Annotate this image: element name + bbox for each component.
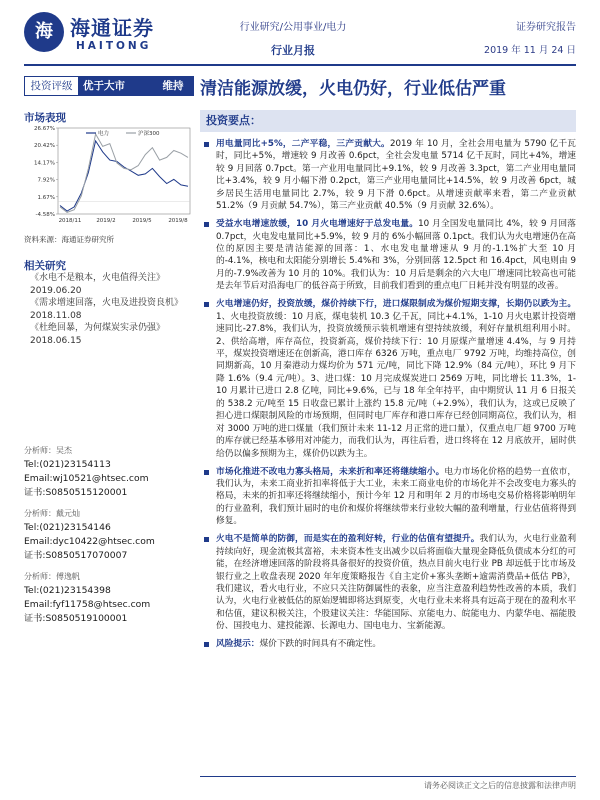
analyst-card (24, 507, 194, 563)
market-performance-chart (24, 124, 194, 226)
x-tick-label: 2019/8 (168, 218, 188, 224)
x-tick-label: 2019/5 (132, 218, 152, 224)
point-text: 煤价下跌的时间具有不确定性。 (259, 639, 382, 650)
market-performance-title: 市场表现 (24, 112, 66, 124)
analyst-cert: 证书:S0850519100001 (24, 613, 128, 624)
chart-source: 资料来源：海通证券研究所 (24, 235, 114, 244)
point-text: 我们认为，火电行业盈利持续向好，现金流极其富裕，未来资本性支出减少以后将面临大量现金降低负债成本分红的可能，在经济增速回落的阶段将具备很好的投资价值，热点目前火电行业 PB 却远低于比市场及银行业之上收盘表现 2020 年年度策略报告《自主定价+寡头垄断+逾需消费品+低估 PB》，我们建议，看火电行业，不应只关注防御属性的表象，应当注意盈利趋势性改善的本质，我们认为，火电行业被低估的原始逻辑即将达到原变，火电行业未来将具有远高于现在的盈利水平和估值，建议积极关注，个股建议关注：华能国际、京能电力、皖能电力、内蒙华电、福能股份、国投电力、建投能源、长源电力、国电电力、宝新能源。 (216, 534, 577, 632)
series-line-沪深300 (60, 134, 188, 212)
analyst-email[interactable]: Email:wj10521@htsec.com (24, 473, 149, 484)
analyst-tel: Tel:(021)23154398 (24, 585, 111, 596)
bullet-icon (204, 142, 209, 147)
chart-frame (58, 128, 190, 214)
analyst-email[interactable]: Email:dyc10422@htsec.com (24, 536, 155, 547)
investment-rating (24, 76, 194, 96)
footer-divider (200, 776, 576, 777)
y-tick-label: 7.92% (37, 177, 55, 184)
key-point (202, 218, 576, 293)
key-point (202, 298, 576, 460)
key-point (202, 638, 576, 650)
point-lead: 火电增速仍好，投资放缓，煤价持续下行，进口煤限制成为煤价短期支撑，长期仍以跌为主。 (216, 299, 576, 310)
analyst-cert: 证书:S0850515120001 (24, 487, 128, 498)
list-item[interactable] (30, 272, 200, 297)
x-tick-label: 2018/11 (58, 218, 82, 224)
point-lead: 市场化推进不改电力寡头格局，未来折和率还将继续缩小。 (216, 466, 445, 477)
rating-status: 维持 (153, 77, 193, 95)
report-date: 2019 年 11 月 24 日 (484, 45, 576, 56)
analyst-contacts (24, 444, 194, 633)
key-points (202, 138, 576, 656)
rating-label: 投资评级 (25, 77, 79, 95)
analyst-name: 分析师：戴元灿 (24, 509, 80, 518)
rating-value: 优于大市 (79, 77, 153, 95)
report-sector: 行业研究/公用事业/电力 (239, 22, 347, 33)
point-lead: 风险提示： (216, 639, 260, 650)
legend-label: 电力 (98, 131, 110, 137)
y-tick-label: -4.58% (35, 212, 55, 218)
logo-english-name: HAITONG (76, 40, 152, 52)
list-item[interactable] (30, 297, 200, 322)
point-text: 10 月全国发电量同比 4%，较 9 月回落 0.7pct，火电发电量同比+5.9%，较 9 月的 6%小幅回落 0.1pct。我们认为火电增速仍在高位的原因主要是清洁能源的回落：1、水电发电量增速从 9 月的-1.1%扩大至 10 月的-4.1%，核电和太阳能分别增长 5.4%和 3%，分别回落 12.5pct 和 16.4pct，风电则由 9 月的-7.9%改善为 10 月的 10%。我们认为：10 月后是剩余的六大电厂增速同比较高也可能是去年节后对沿海电厂的低谷高于所致，目前我们看到的重点电厂日耗并没有明显的改善。 (216, 219, 576, 292)
bullet-icon (204, 302, 209, 307)
y-tick-label: 20.42% (34, 143, 55, 150)
related-research-title: 相关研究 (24, 260, 66, 272)
point-lead: 受益水电增速放缓，10 月火电增速好于总发电量。 (216, 219, 419, 230)
report-header (0, 0, 600, 66)
bullet-icon (204, 642, 209, 647)
bullet-icon (204, 222, 209, 227)
key-point (202, 138, 576, 213)
related-date: 2019.06.20 (30, 285, 82, 296)
point-text: 2019 年 10 月，全社会用电量为 5790 亿千瓦时，同比+5%，增速较 9 月改善 0.6pct，全社会发电量 5714 亿千瓦时，同比+4%，增速较 9 月回落 0.7pct。第一产业用电量同比+9.1%，较 9 月改善 3.3pct，第二产业用电量同比+3.4%，较 9 月小幅下滑 0.2pct，第三产业用电量同比+14.5%，较 9 月改善 6pct，城乡居民生活用电量同比 2.7%，较 9 月下滑 0.6pct。从增速贡献率来看，第二产业贡献 51.2%（9 月贡献 54.7%），第三产业贡献 40.5%（9 月贡献 32.6%）。 (216, 139, 576, 212)
analyst-name: 分析师：吴杰 (24, 446, 72, 455)
related-title[interactable]: 《水电不是粮本，火电值得关注》 (30, 273, 166, 283)
point-lead: 用电量同比+5%，二产平稳，三产贡献大。 (216, 139, 390, 149)
analyst-tel: Tel:(021)23154113 (24, 459, 111, 470)
list-item[interactable] (30, 322, 200, 347)
related-date: 2018.11.08 (30, 310, 82, 321)
report-type: 行业月报 (271, 44, 315, 57)
bullet-icon (204, 537, 209, 542)
y-tick-label: 26.67% (34, 126, 55, 132)
x-tick-label: 2019/2 (96, 218, 116, 224)
header-right (484, 18, 576, 56)
y-tick-label: 1.67% (37, 194, 55, 201)
haitong-logo (24, 10, 164, 58)
related-date: 2018.06.15 (30, 335, 82, 346)
analyst-tel: Tel:(021)23154146 (24, 522, 111, 533)
analyst-email[interactable]: Email:fyf11758@htsec.com (24, 599, 151, 610)
point-lead: 火电不是简单的防御，而是实在的盈利好转，行业的估值有望提升。 (216, 534, 480, 545)
logo-chinese-name: 海通证券 (70, 16, 154, 40)
logo-mark-icon: 海 (24, 12, 64, 52)
related-research-list (30, 272, 200, 348)
key-points-header: 投资要点： (200, 110, 576, 132)
related-title[interactable]: 《需求增速回落，火电及进投资良机》 (30, 298, 184, 309)
key-point (202, 533, 576, 633)
related-title[interactable]: 《杜绝回暴，为何煤炭实录仍强》 (30, 323, 166, 334)
analyst-card (24, 570, 194, 626)
legend-label: 沪深300 (138, 131, 160, 137)
point-text: 电力市场化价格的趋势一直依市，我们认为，未来工商业折扣率将低于大工业，未来工商业电价的市场化并不会改变电力寡头的格局，未来的折扣率还将继续缩小，预计今年 12 月和明年 2 月的市场电交易价格将影响明年的行业盈利，我们预计届时的电价和煤价将继续带来行业较大幅的盈利增量，行业估值将得到修复。 (216, 466, 577, 527)
analyst-card (24, 444, 194, 500)
disclaimer-footer: 请务必阅读正文之后的信息披露和法律声明 (424, 781, 576, 790)
point-text: 1、火电投资放缓：10 月底，煤电装机 10.3 亿千瓦，同比+4.1%，1-10 月火电累计投资增速同比-27.8%，我们认为，投资放缓预示装机增速有望持续放缓，利好存量机组利用小时。2、供给高增，库存高位，投资新高，煤价持续下行：10 月原煤产量增速 4.4%，与 9 月持平，煤炭投资增速还在创新高，港口库存 6326 万吨，重点电厂 9792 万吨，均维持高位，创同期新高，10 月秦港动力煤均价为 571 元/吨，同比下降 12.9%（84 元/吨），环比 9 月下降 1.6%（9.4 元/吨）。3、进口煤：10 月完成煤炭进口 2569 万吨，同比增长 11.3%，1-10 月累计已进口 2.8 亿吨，同比+9.6%，已与 18 年全年持平，由中期贸认 11 月 6 日报关的 538.2 元/吨至 15 日收盘已累计上涨约 15.8 元/吨（+2.9%），我们认为，这或已反映了担心进口煤限制风险的市场预期，但同时电厂库存和港口库存已经创同期高位，我们认为，相对 3000 万吨的进口煤量（我们预计未来 11-12 月正常的进口量），仅重点电厂超 9700 万吨的库存就已经基本够用对冲能力，而我们认为，再往后看，进口终将在 12 月底放开，届时供给仍以偏多预期为主，煤价仍以跌为主。 (216, 311, 576, 459)
header-divider (24, 64, 576, 66)
key-point (202, 466, 576, 528)
header-center (218, 18, 368, 58)
report-title: 清洁能源放缓，火电仍好，行业低估严重 (200, 79, 506, 99)
bullet-icon (204, 470, 209, 475)
analyst-cert: 证书:S0850517070007 (24, 550, 128, 561)
report-label: 证券研究报告 (516, 22, 576, 33)
analyst-name: 分析师：傅逸帆 (24, 572, 80, 581)
y-tick-label: 14.17% (34, 160, 55, 167)
